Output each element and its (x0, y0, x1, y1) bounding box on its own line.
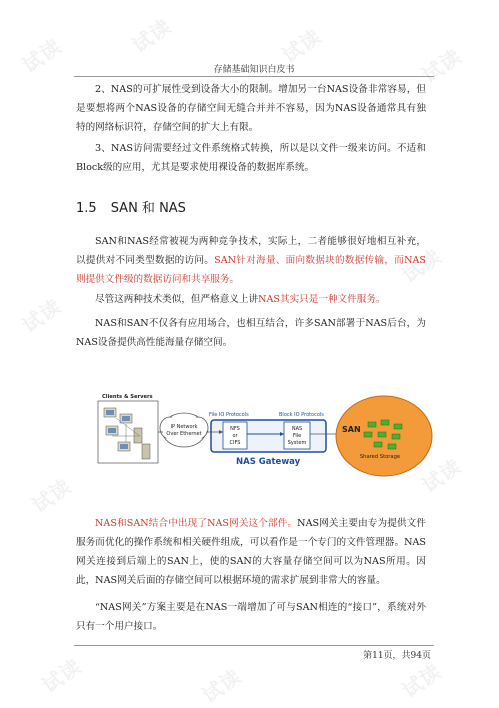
page-number: 第11页，共94页 (363, 651, 431, 661)
watermark-text: 试读 (127, 13, 176, 58)
text-highlight: SAN针对海量、面向数据块的数据传输，而NAS则提供文件级的数据访问和共享服务。 (76, 255, 427, 285)
cloud-label-line1: IP Network (170, 424, 198, 430)
or-label: or (232, 433, 238, 439)
text-highlight: NAS其实只是一种文件服务。 (258, 294, 386, 305)
section-title: SAN 和 NAS (110, 201, 186, 216)
file-label: File (292, 433, 302, 439)
watermark-text: 试读 (277, 23, 326, 68)
watermark-text: 试读 (417, 43, 466, 88)
gateway-label: NAS Gateway (236, 457, 301, 467)
watermark-text: 试读 (197, 663, 246, 708)
watermark-text: 试读 (397, 243, 446, 288)
watermark-text: 试读 (37, 653, 86, 698)
cloud-label-line2: Over Ethernet (166, 431, 202, 437)
block-io-label: Block IO Protocols (279, 412, 324, 418)
san-label: SAN (342, 425, 361, 434)
page-header: 存储基础知识白皮书 (74, 62, 434, 77)
paragraph-access: 3、NAS访问需要经过文件系统格式转换，所以是以文件一级来访问。不适和Block级的应用，尤其是要求使用裸设备的数据库系统。 (76, 143, 426, 173)
paragraph-scalability: 2、NAS的可扩展性受到设备大小的限制。增加另一台NAS设备非常容易，但是要想将两个NAS设备的存储空间无缝合并并不容易，因为NAS设备通常具有独特的网络标识符，存储空间的扩大上有限。 (76, 84, 426, 133)
paragraph-file-service (76, 290, 426, 309)
nas-label: NAS (291, 426, 303, 432)
section-heading (76, 197, 186, 216)
watermark-text: 试读 (397, 658, 446, 703)
text-normal: 尽管这两种技术类似，但严格意义上讲 (95, 294, 259, 305)
watermark-text: 试读 (417, 453, 466, 498)
paragraph-combination: NAS和SAN不仅各有应用场合，也相互结合，许多SAN部署于NAS后台，为NAS设备提供高性能海量存储空间。 (76, 318, 426, 348)
watermark-text: 试读 (27, 473, 76, 518)
file-io-label: File IO Protocols (209, 412, 249, 418)
clients-label: Clients & Servers (102, 394, 153, 400)
paragraph-gateway (76, 514, 426, 590)
text-highlight: NAS和SAN结合中出现了NAS网关这个部件。 (95, 518, 298, 529)
watermark-text: 试读 (17, 33, 66, 78)
text-normal: SAN和NAS经常被视为两种竞争技术，实际上，二者能够很好地相互补充，以提供对不同类型数据的访问。 (76, 236, 426, 266)
cifs-label: CIFS (229, 440, 241, 446)
paragraph-gateway-scheme: “NAS网关”方案主要是在NAS一端增加了可与SAN相连的“接口”，系统对外只有一个用户接口。 (76, 602, 426, 632)
system-label: System (287, 440, 307, 446)
text-normal: NAS网关主要由专为提供文件服务而优化的操作系统和相关硬件组成，可以看作是一个专门的文件管理器。NAS网关连接到后端上的SAN上，使的SAN的大容量存储空间可以为NAS所用。因此，NAS网关后面的存储空间可以根据环境的需求扩展到非常大的容量。 (76, 518, 426, 586)
section-number: 1.5 (76, 201, 97, 216)
paragraph-complement (76, 232, 426, 289)
cloud-icon (160, 413, 208, 447)
footer-divider (74, 645, 434, 646)
storage-label: Shared Storage (359, 454, 401, 460)
nfs-label: NFS (230, 426, 240, 432)
nas-gateway-diagram (96, 392, 436, 484)
watermark-text: 试读 (17, 293, 66, 338)
